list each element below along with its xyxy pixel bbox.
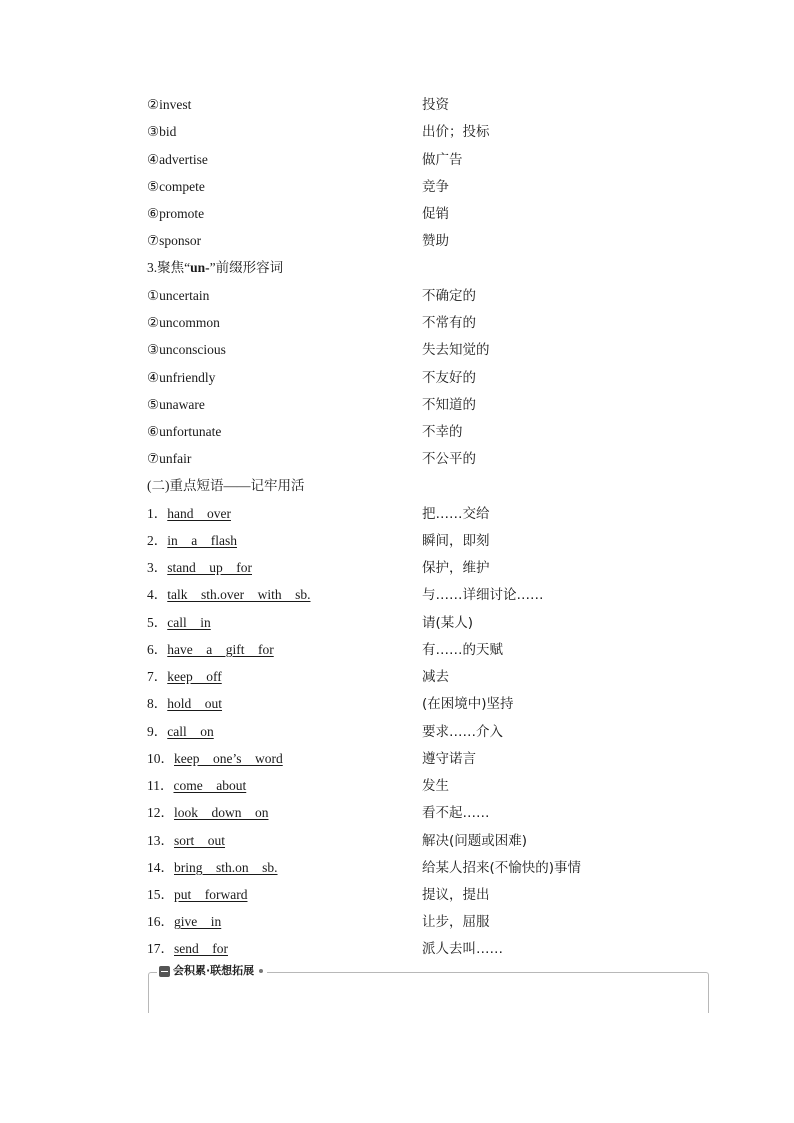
phrase-meaning: 提议，提出 — [422, 887, 490, 903]
heading-suffix: ”前缀形容词 — [209, 260, 284, 275]
vocab-row — [147, 177, 707, 197]
phrase-row — [147, 803, 707, 823]
phrase-text: bring sth.on sb. — [174, 860, 278, 875]
phrase-text: keep off — [167, 669, 222, 684]
heading-prefix: 3.聚焦“ — [147, 260, 191, 275]
vocab-meaning: 不友好的 — [422, 370, 476, 386]
phrase-number: 15． — [147, 887, 174, 902]
vocab-word: ⑤compete — [147, 179, 205, 194]
phrase-number: 11． — [147, 778, 174, 793]
phrase-meaning: 遵守诺言 — [422, 751, 476, 767]
phrase-text: in a flash — [167, 533, 237, 548]
phrase-row — [147, 939, 707, 959]
vocab-meaning: 不知道的 — [422, 397, 476, 413]
vocab-meaning: 不确定的 — [422, 288, 476, 304]
phrase-text: give in — [174, 914, 222, 929]
phrase-row — [147, 885, 707, 905]
vocab-meaning: 不常有的 — [422, 315, 476, 331]
vocab-row — [147, 122, 707, 142]
vocab-row — [147, 231, 707, 251]
phrase-row — [147, 504, 707, 524]
vocab-row — [147, 95, 707, 115]
section-heading-phrases: (二)重点短语——记牢用活 — [147, 478, 305, 493]
vocab-meaning: 投资 — [422, 97, 449, 113]
vocab-row — [147, 449, 707, 469]
phrase-number: 3． — [147, 560, 168, 575]
phrase-text: look down on — [174, 805, 269, 820]
phrase-text: hand over — [167, 506, 231, 521]
phrase-row — [147, 667, 707, 687]
vocab-meaning: 竞争 — [422, 179, 449, 195]
phrase-row — [147, 722, 707, 742]
phrase-number: 10． — [147, 751, 174, 766]
vocab-word: ⑦unfair — [147, 451, 192, 466]
phrase-row — [147, 749, 707, 769]
phrase-text: sort out — [174, 833, 226, 848]
vocab-meaning: 不幸的 — [422, 424, 463, 440]
phrase-meaning: 给某人招来(不愉快的)事情 — [422, 860, 582, 876]
vocab-row — [147, 422, 707, 442]
dot-icon — [259, 969, 263, 973]
vocab-row — [147, 368, 707, 388]
phrase-row — [147, 558, 707, 578]
phrase-row — [147, 694, 707, 714]
phrase-number: 6． — [147, 642, 168, 657]
phrase-text: call in — [167, 615, 211, 630]
phrase-number: 9． — [147, 724, 168, 739]
vocab-word: ④advertise — [147, 152, 208, 167]
vocab-row — [147, 150, 707, 170]
vocab-word: ⑥promote — [147, 206, 205, 221]
phrase-number: 14． — [147, 860, 174, 875]
phrase-number: 2． — [147, 533, 168, 548]
phrase-meaning: 让步，屈服 — [422, 914, 490, 930]
vocab-row — [147, 313, 707, 333]
vocab-meaning: 赞助 — [422, 233, 449, 249]
phrase-number: 16． — [147, 914, 174, 929]
heading-bold: un- — [190, 260, 210, 275]
phrase-text: put forward — [174, 887, 248, 902]
phrase-meaning: 看不起…… — [422, 805, 490, 821]
phrase-text: call on — [167, 724, 214, 739]
phrase-text: stand up for — [167, 560, 252, 575]
phrase-meaning: 派人去叫…… — [422, 941, 503, 957]
phrase-text: talk sth.over with sb. — [167, 587, 311, 602]
vocab-meaning: 促销 — [422, 206, 449, 222]
vocab-word: ①uncertain — [147, 288, 210, 303]
vocab-word: ②uncommon — [147, 315, 220, 330]
phrase-row — [147, 858, 707, 878]
vocab-word: ④unfriendly — [147, 370, 216, 385]
phrase-meaning: 减去 — [422, 669, 449, 685]
pencil-icon — [159, 966, 170, 977]
phrase-row — [147, 613, 707, 633]
phrase-meaning: 解决(问题或困难) — [422, 833, 528, 849]
vocab-meaning: 做广告 — [422, 152, 463, 168]
vocab-word: ③unconscious — [147, 342, 226, 357]
phrase-meaning: 发生 — [422, 778, 449, 794]
vocab-meaning: 不公平的 — [422, 451, 476, 467]
phrase-number: 1． — [147, 506, 168, 521]
phrase-meaning: 有……的天赋 — [422, 642, 503, 658]
phrase-meaning: 瞬间，即刻 — [422, 533, 490, 549]
vocab-word: ②invest — [147, 97, 192, 112]
vocab-row — [147, 204, 707, 224]
phrase-row — [147, 531, 707, 551]
vocab-word: ⑥unfortunate — [147, 424, 222, 439]
phrase-text: hold out — [167, 696, 223, 711]
phrase-text: keep one’s word — [174, 751, 283, 766]
vocab-meaning: 失去知觉的 — [422, 342, 490, 358]
phrase-text: send for — [174, 941, 228, 956]
phrase-row — [147, 912, 707, 932]
phrase-row — [147, 831, 707, 851]
phrase-meaning: 要求……介入 — [422, 724, 503, 740]
vocab-word: ⑦sponsor — [147, 233, 202, 248]
phrase-row — [147, 585, 707, 605]
phrase-meaning: 与……详细讨论…… — [422, 587, 544, 603]
vocab-row — [147, 340, 707, 360]
phrase-meaning: (在困境中)坚持 — [422, 696, 514, 712]
phrase-meaning: 请(某人) — [422, 615, 474, 631]
phrase-number: 4． — [147, 587, 168, 602]
section-heading-un — [147, 258, 283, 278]
accumulate-box-title: 会积累·联想拓展 — [173, 964, 255, 977]
phrase-row — [147, 776, 707, 796]
accumulate-box-label — [157, 962, 267, 980]
phrase-text: come about — [173, 778, 247, 793]
phrase-row — [147, 640, 707, 660]
phrase-number: 12． — [147, 805, 174, 820]
vocab-word: ③bid — [147, 124, 177, 139]
phrase-number: 5． — [147, 615, 168, 630]
phrase-meaning: 把……交给 — [422, 506, 490, 522]
vocab-row — [147, 395, 707, 415]
phrase-meaning: 保护，维护 — [422, 560, 490, 576]
phrase-text: have a gift for — [167, 642, 274, 657]
vocab-word: ⑤unaware — [147, 397, 205, 412]
phrase-number: 13． — [147, 833, 174, 848]
vocab-row — [147, 286, 707, 306]
phrase-number: 7． — [147, 669, 168, 684]
phrase-number: 8． — [147, 696, 168, 711]
phrase-number: 17． — [147, 941, 174, 956]
vocab-meaning: 出价；投标 — [422, 124, 490, 140]
